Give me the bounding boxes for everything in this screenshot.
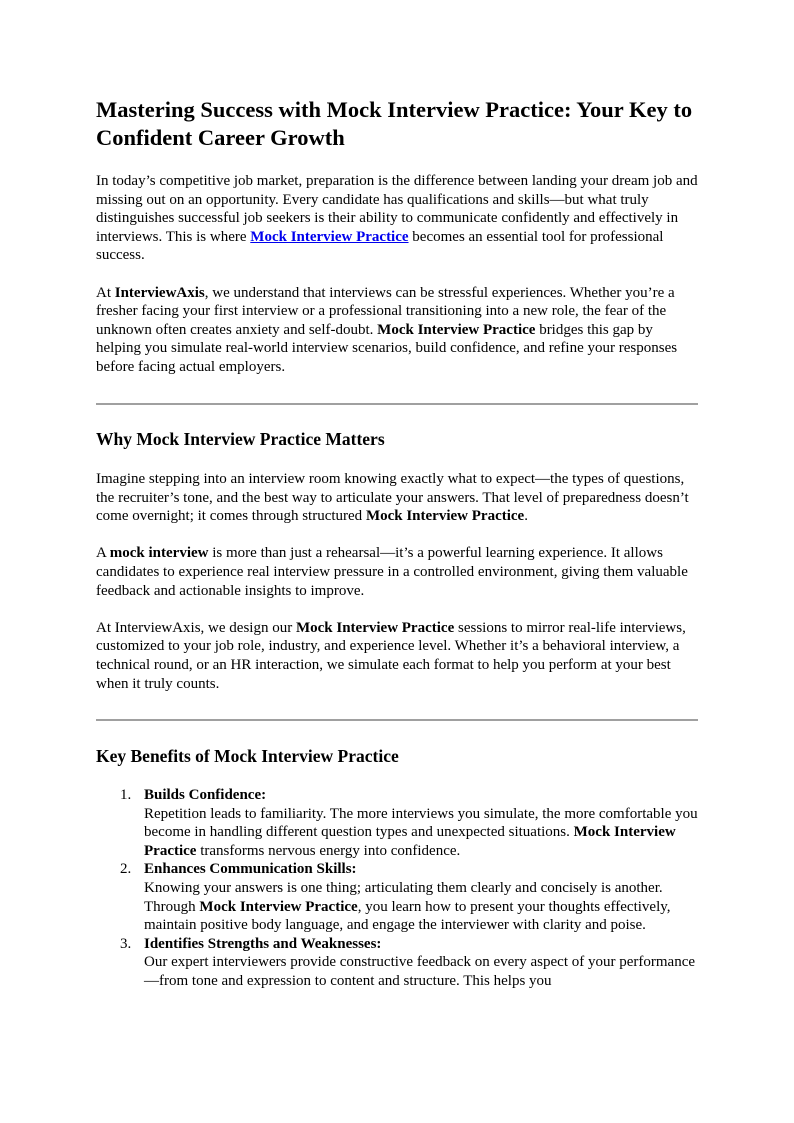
why-paragraph-1 [96, 470, 698, 526]
text-run: A [96, 545, 110, 562]
list-item [96, 786, 698, 860]
bold-text: Mock Interview Practice [199, 898, 358, 915]
section-heading: Key Benefits of Mock Interview Practice [96, 746, 399, 766]
list-number: 2. [120, 861, 132, 878]
bold-text: InterviewAxis [114, 284, 205, 301]
page-title: Mastering Success with Mock Interview Practice: Your Key to Confident Career Growth [96, 97, 693, 150]
list-item-title: Builds Confidence: [144, 787, 267, 803]
mock-interview-practice-link[interactable]: Mock Interview Practice [250, 228, 409, 245]
text-run: At InterviewAxis, we design our [96, 619, 296, 636]
intro-section [96, 172, 698, 377]
section-divider [96, 719, 698, 721]
list-item-title: Enhances Communication Skills: [144, 861, 357, 878]
why-paragraph-3 [96, 619, 698, 693]
section-heading: Why Mock Interview Practice Matters [96, 429, 385, 449]
text-run: Our expert interviewers provide constructive feedback on every aspect of your performance—from tone and expression to content and structure. This helps you [144, 954, 696, 989]
bold-text: Mock Interview Practice [144, 824, 676, 859]
list-number: 3. [120, 935, 132, 952]
list-item [96, 860, 698, 934]
text-run: , you learn how to present your thoughts effectively, maintain positive body language, and engage the interviewer with clarity and poise. [144, 898, 671, 934]
bold-text: Mock Interview Practice [295, 619, 455, 636]
text-run: , we understand that interviews can be stressful experiences. Whether you’re a fresher facing your first interview or a professional transitioning into a new role, the fear of the unknown often creates anxiety and self-doubt. [96, 284, 675, 338]
bold-text: mock interview [109, 545, 209, 562]
benefits-section [96, 745, 698, 991]
list-item-title: Identifies Strengths and Weaknesses: [144, 935, 382, 952]
intro-paragraph-2 [96, 284, 698, 377]
section-divider [96, 403, 698, 405]
list-item [96, 935, 698, 991]
text-run: sessions to mirror real-life interviews, customized to your job role, industry, and experience level. Whether it’s a behavioral interview, a technical round, or an HR interaction, we simulate each format to help you perform at your best when it truly counts. [96, 619, 686, 692]
text-run: transforms nervous energy into confidence. [196, 842, 461, 859]
text-run: is more than just a rehearsal—it’s a powerful learning experience. It allows candidates to experience real interview pressure in a controlled environment, giving them valuable feedback and actionable insights to improve. [96, 545, 688, 599]
text-run: Knowing your answers is one thing; articulating them clearly and concisely is another. Through [144, 879, 663, 915]
bold-text: Mock Interview Practice [365, 508, 525, 525]
benefits-list [96, 786, 698, 991]
bold-text: Mock Interview Practice [377, 321, 536, 338]
why-section [96, 428, 698, 693]
text-run: becomes an essential tool for professional success. [96, 228, 664, 264]
text-run: In today’s competitive job market, preparation is the difference between landing your dream job and missing out on an opportunity. Every candidate has qualifications and skills—but what truly distinguishes successful job seekers is their ability to communicate confidently and effectively in interviews. This is where [96, 173, 698, 245]
text-run: . [524, 508, 528, 525]
text-run: Imagine stepping into an interview room knowing exactly what to expect—the types of questions, the recruiter’s tone, and the best way to articulate your answers. That level of preparedness doesn’t come overnight; it comes through structured [96, 471, 689, 525]
why-paragraph-2 [96, 544, 698, 600]
list-number: 1. [120, 787, 132, 803]
intro-paragraph-1 [96, 172, 698, 265]
text-run: bridges this gap by helping you simulate real-world interview scenarios, build confidence, and refine your responses before facing actual employers. [96, 321, 678, 375]
text-run: At [96, 284, 115, 301]
text-run: Repetition leads to familiarity. The more interviews you simulate, the more comfortable you become in handling different question types and unexpected situations. [144, 805, 698, 841]
